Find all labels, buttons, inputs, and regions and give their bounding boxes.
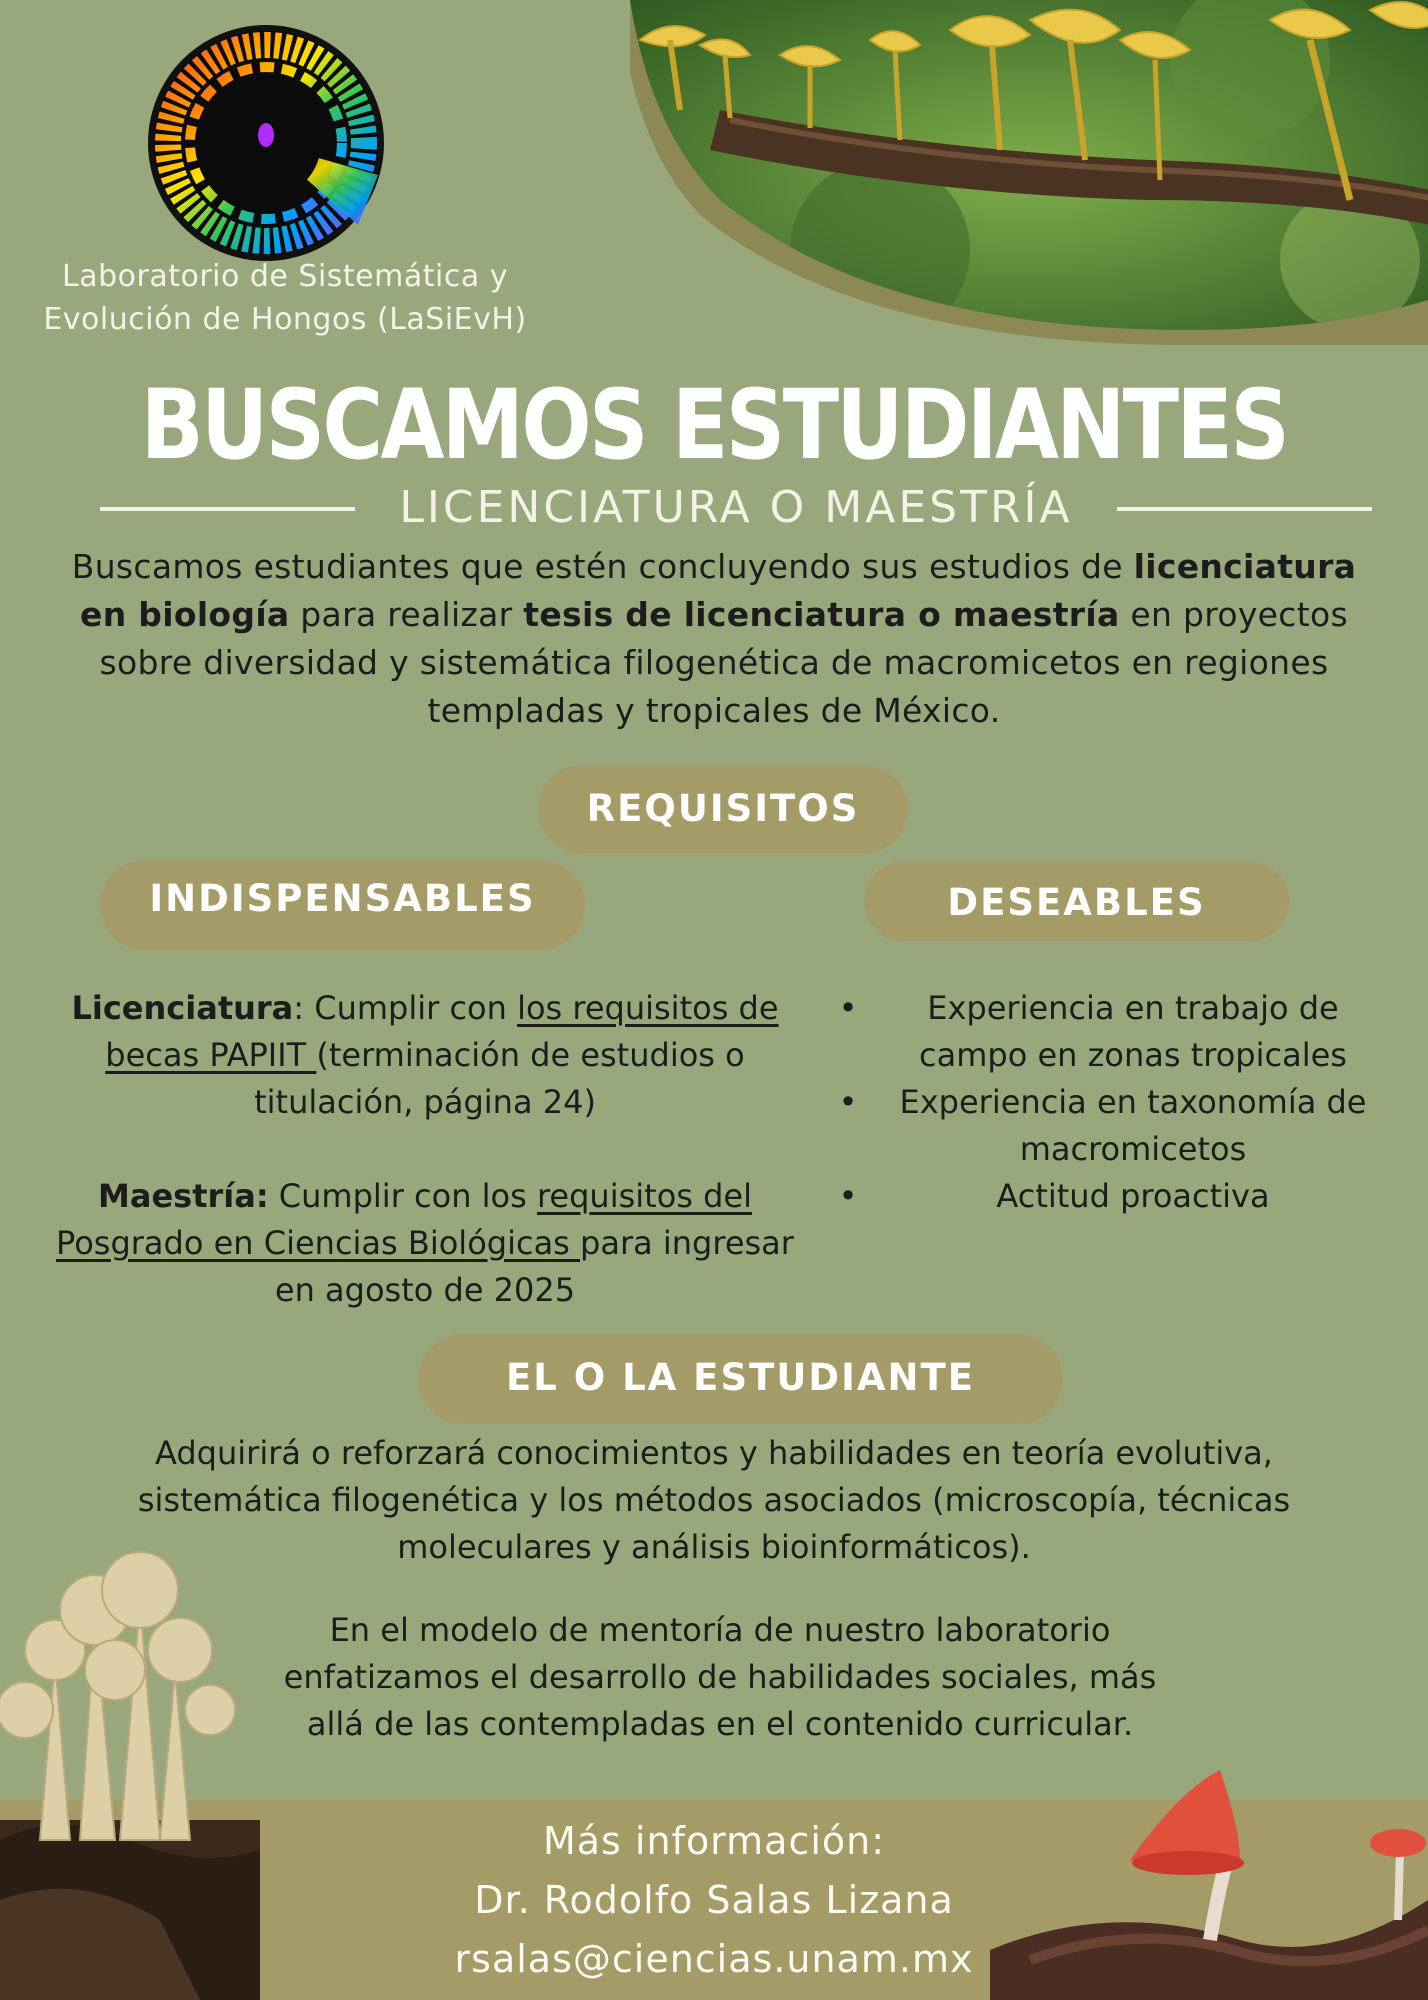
indispensables-heading bbox=[100, 860, 585, 950]
requisitos-heading-label: REQUISITOS bbox=[586, 787, 860, 830]
deseables-heading-label: DESEABLES bbox=[947, 881, 1206, 924]
list-item bbox=[820, 1173, 1390, 1220]
page-title: BUSCAMOS ESTUDIANTES bbox=[140, 369, 1288, 481]
requisitos-heading bbox=[538, 765, 908, 853]
phylogeny-wheel-icon bbox=[148, 25, 384, 261]
intro-text-3: en proyectos sobre diversidad y sistemática filogenética de macromicetos en regiones templadas y tropicales de México. bbox=[99, 595, 1348, 730]
posgrado-requirements-link[interactable]: requisitos del Posgrado en Ciencias Biológicas bbox=[56, 1177, 752, 1262]
intro-bold-1: licenciatura en biología bbox=[80, 547, 1357, 634]
lab-name-line2: Evolución de Hongos (LaSiEvH) bbox=[43, 302, 527, 337]
estudiante-paragraph-1: Adquirirá o reforzará conocimientos y habilidades en teoría evolutiva, sistemática filogenética y los métodos asociados (microscopía, técnicas moleculares y análisis bioinformáticos). bbox=[137, 1434, 1291, 1566]
list-item-text: Experiencia en taxonomía de macromicetos bbox=[899, 1083, 1367, 1168]
bullet-icon: • bbox=[838, 1177, 858, 1215]
maestria-label: Maestría: bbox=[98, 1177, 269, 1215]
intro-paragraph bbox=[60, 543, 1368, 735]
list-item-text: Actitud proactiva bbox=[996, 1177, 1270, 1215]
bullet-icon: • bbox=[838, 1083, 858, 1121]
intro-bold-2: tesis de licenciatura o maestría bbox=[523, 595, 1120, 634]
estudiante-heading-label: EL O LA ESTUDIANTE bbox=[506, 1356, 975, 1399]
header-mushroom-photo bbox=[630, 0, 1428, 345]
maestria-text-2: para ingresar en agosto de 2025 bbox=[274, 1224, 794, 1309]
estudiante-paragraph-2: En el modelo de mentoría de nuestro laboratorio enfatizamos el desarrollo de habilidades sociales, más allá de las contempladas en el contenido curricular. bbox=[283, 1611, 1157, 1743]
licenciatura-label: Licenciatura bbox=[71, 989, 294, 1027]
licenciatura-requirement bbox=[40, 985, 810, 1126]
deseables-list bbox=[820, 985, 1390, 1220]
licenciatura-text-2: (terminación de estudios o titulación, página 24) bbox=[254, 1036, 745, 1121]
indispensables-list bbox=[40, 985, 810, 1314]
estudiante-heading bbox=[418, 1334, 1063, 1424]
list-item bbox=[820, 985, 1390, 1079]
lab-logo bbox=[148, 25, 384, 261]
indispensables-heading-label: INDISPENSABLES bbox=[149, 877, 536, 920]
contact-name: Dr. Rodolfo Salas Lizana bbox=[474, 1878, 954, 1922]
bullet-icon: • bbox=[838, 989, 858, 1027]
contact-info bbox=[0, 1812, 1428, 1989]
contact-email[interactable]: rsalas@ciencias.unam.mx bbox=[454, 1937, 974, 1981]
subtitle-row bbox=[100, 480, 1372, 536]
contact-heading: Más información: bbox=[542, 1819, 886, 1863]
list-item-text: Experiencia en trabajo de campo en zonas tropicales bbox=[919, 989, 1347, 1074]
subtitle: LICENCIATURA O MAESTRÍA bbox=[399, 482, 1073, 533]
licenciatura-text-1: : Cumplir con bbox=[293, 989, 518, 1027]
maestria-requirement bbox=[40, 1173, 810, 1314]
deseables-heading bbox=[864, 861, 1289, 941]
lab-name-line1: Laboratorio de Sistemática y bbox=[61, 259, 509, 294]
maestria-text-1: Cumplir con los bbox=[268, 1177, 537, 1215]
intro-text-2: para realizar bbox=[289, 595, 524, 634]
intro-text-1: Buscamos estudiantes que estén concluyendo sus estudios de bbox=[71, 547, 1134, 586]
lab-name bbox=[20, 255, 550, 341]
list-item bbox=[820, 1079, 1390, 1173]
papiit-requirements-link[interactable]: los requisitos de becas PAPIIT bbox=[105, 989, 779, 1074]
spacer bbox=[40, 1126, 810, 1173]
